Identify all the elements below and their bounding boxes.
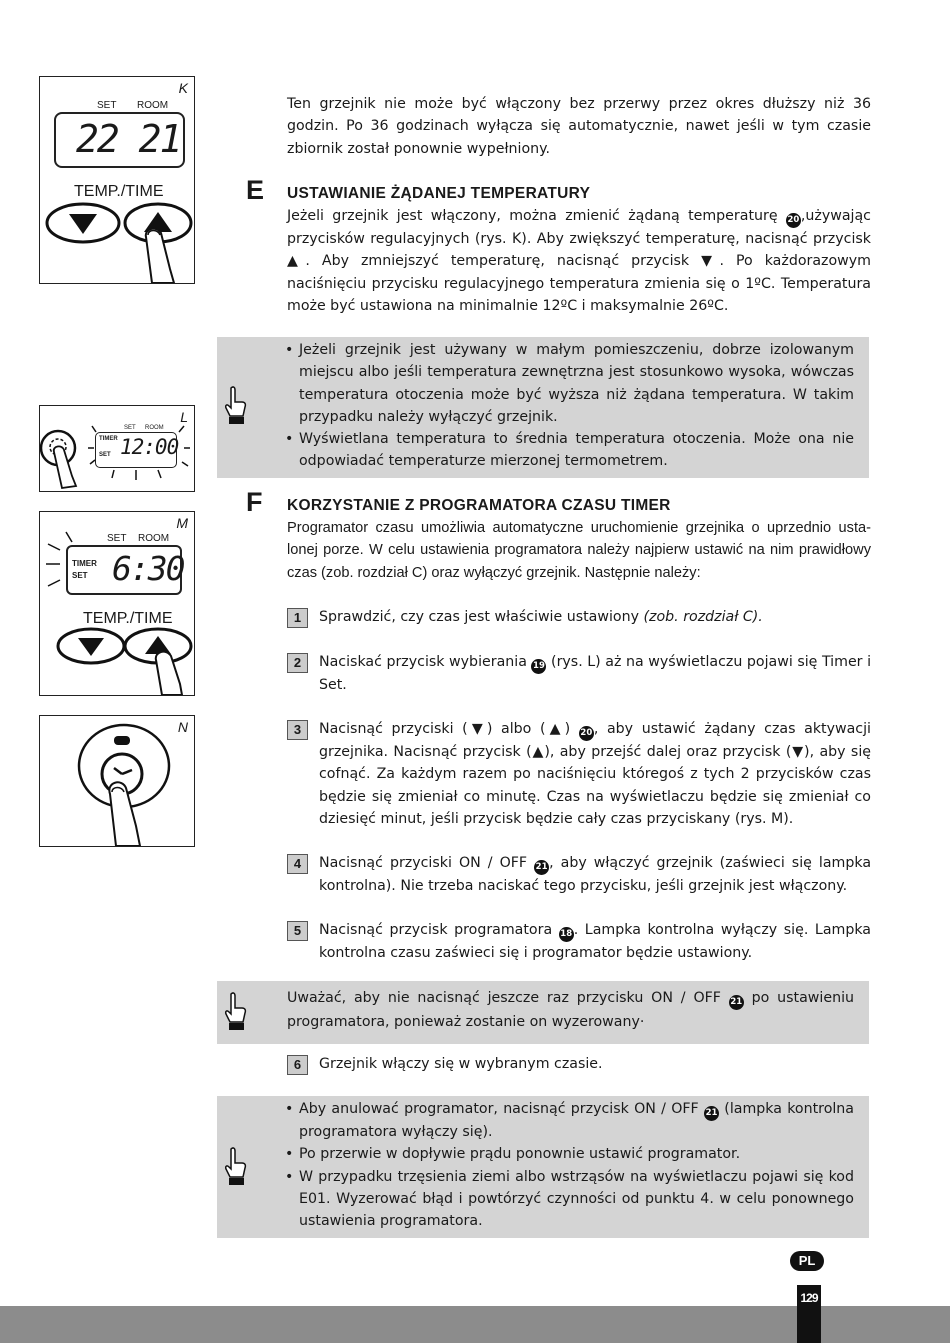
figure-l xyxy=(39,405,195,492)
badge-20: 20 xyxy=(786,213,801,228)
step-number: 1 xyxy=(287,608,308,628)
section-e-title: USTAWIANIE ŻĄDANEJ TEMPERATURY xyxy=(287,185,591,202)
temp-buttons-illustration xyxy=(40,199,194,283)
step-text-a: Nacisnąć przycisk programatora xyxy=(319,922,559,938)
set-label: SET xyxy=(107,533,127,544)
temp-time-caption: TEMP./TIME xyxy=(83,610,173,627)
note-3-text-b: (lampka kontrolna programatora wyłączy się). xyxy=(299,1101,854,1140)
step-text-a: Nacisnąć przyciski (▼) albo (▲) xyxy=(319,721,579,737)
pointing-hand-icon xyxy=(222,1147,248,1187)
badge-20: 20 xyxy=(579,726,594,741)
section-f-letter: F xyxy=(246,487,263,517)
figure-label: L xyxy=(180,409,188,425)
note-3-text-a: Aby anulować programator, nacisnąć przycisk ON / OFF xyxy=(299,1101,704,1117)
note-3-text-a: Po przerwie w dopływie prądu ponownie ustawić programator. xyxy=(299,1146,741,1163)
badge-19: 19 xyxy=(531,659,546,674)
badge-21: 21 xyxy=(704,1106,719,1121)
timer-label: TIMER xyxy=(99,436,118,442)
step-text xyxy=(319,651,871,696)
room-label: ROOM xyxy=(138,533,170,544)
step-number: 6 xyxy=(287,1055,308,1075)
figure-m xyxy=(39,511,195,696)
note-3-list xyxy=(287,1098,854,1232)
language-badge: PL xyxy=(790,1251,824,1271)
note-3-item xyxy=(287,1143,854,1165)
step-text-b: (rys. L) aż na wyświetlaczu pojawi się Timer i Set. xyxy=(319,654,872,693)
step-text xyxy=(319,718,871,830)
section-e-text-b: ,używając przycisków regulacyjnych (rys. K). Aby zwiększyć temperaturę, nacisnąć przycisk ▲. Aby zmniejszyć temperaturę, nacisnąć przycisk ▼. Po każdorazowym naciśnięciu przycisku regulacyjnego temperatura zmienia się o 1ºC. Temperatura może być ustawiona na minimalnie 12ºC i maksymalnie 26ºC. xyxy=(287,208,871,314)
room-label: ROOM xyxy=(145,425,164,431)
room-label: ROOM xyxy=(137,100,169,111)
lcd-display xyxy=(54,112,185,168)
step-text-b: , aby włączyć grzejnik (zaświeci się lampka kontrolna). Nie trzeba naciskać tego przycisku, jeśli grzejnik jest włączony. xyxy=(319,855,872,894)
figure-label: M xyxy=(176,515,188,531)
step-text xyxy=(319,852,871,897)
temp-buttons-illustration xyxy=(40,624,194,695)
page-number-tab xyxy=(797,1285,821,1343)
badge-18: 18 xyxy=(559,927,574,942)
blink-rays xyxy=(84,418,194,488)
pointing-hand-icon xyxy=(222,386,248,426)
step-number: 3 xyxy=(287,720,308,740)
note-2-text-a: Uważać, aby nie nacisnąć jeszcze raz przycisku ON / OFF xyxy=(287,990,729,1006)
note-1-item: • Jeżeli grzejnik jest używany w małym pomieszczeniu, dobrze izolowanym miejscu albo jeśli temperatura zewnętrzna jest stosunkowo wysoka, wówczas temperatura otoczenia może być wyższa niż żądana temperatura. W takim przypadku należy wyłączyć grzejnik. xyxy=(287,339,854,428)
step-text-a: Nacisnąć przyciski ON / OFF xyxy=(319,855,535,871)
badge-21: 21 xyxy=(729,995,744,1010)
step-number: 2 xyxy=(287,653,308,673)
set-label: SET xyxy=(124,425,136,431)
page-number: 129 xyxy=(800,1291,818,1305)
step-text xyxy=(319,606,871,628)
note-3-item xyxy=(287,1166,854,1233)
section-e-paragraph xyxy=(287,205,871,317)
intro-paragraph: Ten grzejnik nie może być włączony bez przerwy przez okres dłuższy niż 36 godzin. Po 36 godzinach wyłącza się automatycznie, nawet jeśli w tym czasie zbiornik został ponownie wypełniony. xyxy=(287,96,871,157)
section-e-letter: E xyxy=(246,175,265,205)
note-1-item: • Wyświetlana temperatura to średnia temperatura otoczenia. Może ona nie odpowiadać temperaturze mierzonej termometrem. xyxy=(287,428,854,473)
figure-n xyxy=(39,715,195,847)
note-2-text xyxy=(287,986,854,1034)
section-e-text-a: Jeżeli grzejnik jest włączony, można zmienić żądaną temperaturę xyxy=(287,208,786,224)
lcd-digits: 12:00 xyxy=(120,435,179,459)
badge-21: 21 xyxy=(534,860,549,875)
lcd-digits: 6:30 xyxy=(112,549,184,588)
figure-label: K xyxy=(178,80,188,96)
lcd-digits: 22 21 xyxy=(76,117,181,161)
section-f-paragraph: Programator czasu umożliwia automatyczne uruchomienie grzejnika o uprzednio usta-lonej porze. W celu ustawienia programatora należy najpierw ustawić na nim prawidłowy czas (zob. rozdział C) oraz wyłączyć grzejnik. Następnie należy: xyxy=(287,520,871,581)
step-text-a: Sprawdzić, czy czas jest właściwie ustawiony xyxy=(319,609,644,625)
note-3-text-a: W przypadku trzęsienia ziemi albo wstrząsów na wyświetlaczu pojawi się kod E01. Wyzerować błąd i powtórzyć czynności od punktu 4. w celu ponownego ustawienia programatora. xyxy=(299,1168,854,1230)
section-f-title: KORZYSTANIE Z PROGRAMATORA CZASU TIMER xyxy=(287,497,671,514)
note-3-item xyxy=(287,1098,854,1143)
figure-label: N xyxy=(177,719,188,735)
note-1-list xyxy=(287,339,854,473)
temp-time-caption: TEMP./TIME xyxy=(74,183,164,200)
note-2-text-b: po ustawieniu programatora, ponieważ zostanie on wyzerowany· xyxy=(287,990,855,1030)
step-text-a: Naciskać przycisk wybierania xyxy=(319,654,532,670)
timer-button-illustration xyxy=(40,716,194,846)
step-text-b: , aby ustawić żądany czas aktywacji grzejnika. Nacisnąć przycisk (▲), aby przejść dalej oraz przycisk (▼), aby się cofnąć. Za każdym razem po naciśnięciu któregoś z tych 2 przycisków czas będzie się zmieniał co minutę. Czas na wyświetlaczu będzie się zmieniał co dziesięć minut, jeśli przycisk będzie cały czas przyciskany (rys. M). xyxy=(319,721,871,827)
timer-label: TIMER xyxy=(72,559,97,568)
step-text-b: . Lampka kontrolna wyłączy się. Lampka kontrolna czasu zaświeci się i programator będzie ustawiony. xyxy=(319,922,871,961)
figure-k xyxy=(39,76,195,284)
step-text: Grzejnik włączy się w wybranym czasie. xyxy=(319,1056,603,1072)
step-number: 4 xyxy=(287,854,308,874)
set-label: SET xyxy=(97,100,117,111)
pointing-hand-icon xyxy=(222,992,248,1032)
step-number: 5 xyxy=(287,921,308,941)
lcd-display xyxy=(66,545,182,595)
set2-label: SET xyxy=(72,571,88,580)
set2-label: SET xyxy=(99,452,111,458)
step-text-italic: (zob. rozdział C). xyxy=(643,609,763,625)
step-text xyxy=(319,919,871,964)
blink-rays xyxy=(40,522,80,602)
